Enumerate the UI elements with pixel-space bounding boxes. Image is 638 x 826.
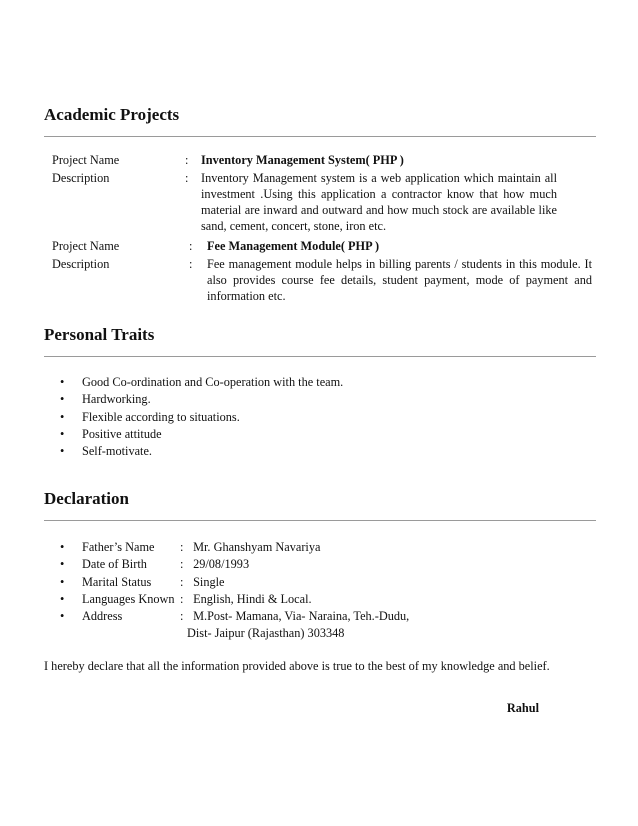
bullet: • xyxy=(60,426,65,441)
trait-text: Positive attitude xyxy=(82,426,162,441)
project-block xyxy=(52,238,592,304)
project-name-row xyxy=(52,152,592,168)
detail-separator: : xyxy=(180,540,184,554)
bullet: • xyxy=(60,409,65,424)
detail-value: English, Hindi & Local. xyxy=(190,591,312,606)
project-block xyxy=(52,152,592,234)
project-description-label: Description xyxy=(52,257,110,271)
academic-projects-heading: Academic Projects xyxy=(44,105,180,124)
detail-separator: : xyxy=(180,557,184,572)
project-description-value: Fee management module helps in billing parents / students in this module. It also provides course fee details, student payment, mode of payment and information etc. xyxy=(207,257,592,303)
list-item xyxy=(60,391,343,408)
detail-separator: : xyxy=(180,574,184,589)
declaration-statement: I hereby declare that all the information provided above is true to the best of my knowledge and belief. xyxy=(44,659,550,673)
bullet: • xyxy=(60,609,65,624)
project-name-value: Inventory Management System( PHP ) xyxy=(201,153,404,167)
list-item xyxy=(60,443,343,460)
project-description-row xyxy=(52,256,592,304)
signature-name: Rahul xyxy=(506,701,539,715)
bullet: • xyxy=(60,574,65,589)
bullet: • xyxy=(60,557,65,572)
bullet: • xyxy=(60,375,65,389)
list-item xyxy=(60,574,409,591)
project-name-label: Project Name xyxy=(52,239,120,253)
list-item xyxy=(60,539,409,556)
detail-label: Address xyxy=(82,609,123,624)
colon: : xyxy=(189,257,193,271)
project-name-label: Project Name xyxy=(52,153,120,167)
personal-details-list xyxy=(60,539,409,643)
project-description-row xyxy=(52,170,592,234)
section-divider xyxy=(44,520,596,521)
traits-list xyxy=(60,374,343,460)
list-item xyxy=(60,426,343,443)
declaration-heading: Declaration xyxy=(44,489,129,508)
detail-label: Father’s Name xyxy=(82,540,155,554)
project-name-value: Fee Management Module( PHP ) xyxy=(207,239,380,253)
section-divider xyxy=(44,136,596,137)
bullet: • xyxy=(60,444,65,459)
section-divider xyxy=(44,356,596,357)
detail-value: M.Post- Mamana, Via- Naraina, Teh.-Dudu, xyxy=(190,609,410,624)
bullet: • xyxy=(60,591,65,606)
colon: : xyxy=(185,153,189,167)
project-description-label: Description xyxy=(52,171,110,185)
list-item xyxy=(60,556,409,573)
address-line-2: Dist- Jaipur (Rajasthan) 303348 xyxy=(187,626,345,641)
list-item xyxy=(60,608,409,625)
trait-text: Flexible according to situations. xyxy=(82,409,240,424)
project-description-value: Inventory Management system is a web application which maintain all investment .Using this application a contractor know that how much material are inward and outward and how much stock are available like sand, cement, concert, stone, iron etc. xyxy=(201,171,557,233)
bullet: • xyxy=(60,540,65,554)
colon: : xyxy=(189,239,193,253)
personal-traits-heading: Personal Traits xyxy=(44,325,155,344)
list-item xyxy=(60,409,343,426)
detail-value: 29/08/1993 xyxy=(190,557,250,572)
bullet: • xyxy=(60,392,65,407)
list-item xyxy=(60,374,343,391)
colon: : xyxy=(185,171,189,185)
detail-separator: : xyxy=(180,591,184,606)
detail-value: Single xyxy=(190,574,225,589)
detail-separator: : xyxy=(180,609,184,624)
detail-label: Languages Known xyxy=(82,591,175,606)
detail-value: Mr. Ghanshyam Navariya xyxy=(190,540,321,554)
trait-text: Hardworking. xyxy=(82,392,151,407)
detail-label: Marital Status xyxy=(82,574,152,589)
address-continuation xyxy=(60,625,409,642)
trait-text: Self-motivate. xyxy=(82,444,153,459)
detail-label: Date of Birth xyxy=(82,557,147,572)
list-item xyxy=(60,591,409,608)
trait-text: Good Co-ordination and Co-operation with the team. xyxy=(82,375,344,389)
project-name-row xyxy=(52,238,592,254)
